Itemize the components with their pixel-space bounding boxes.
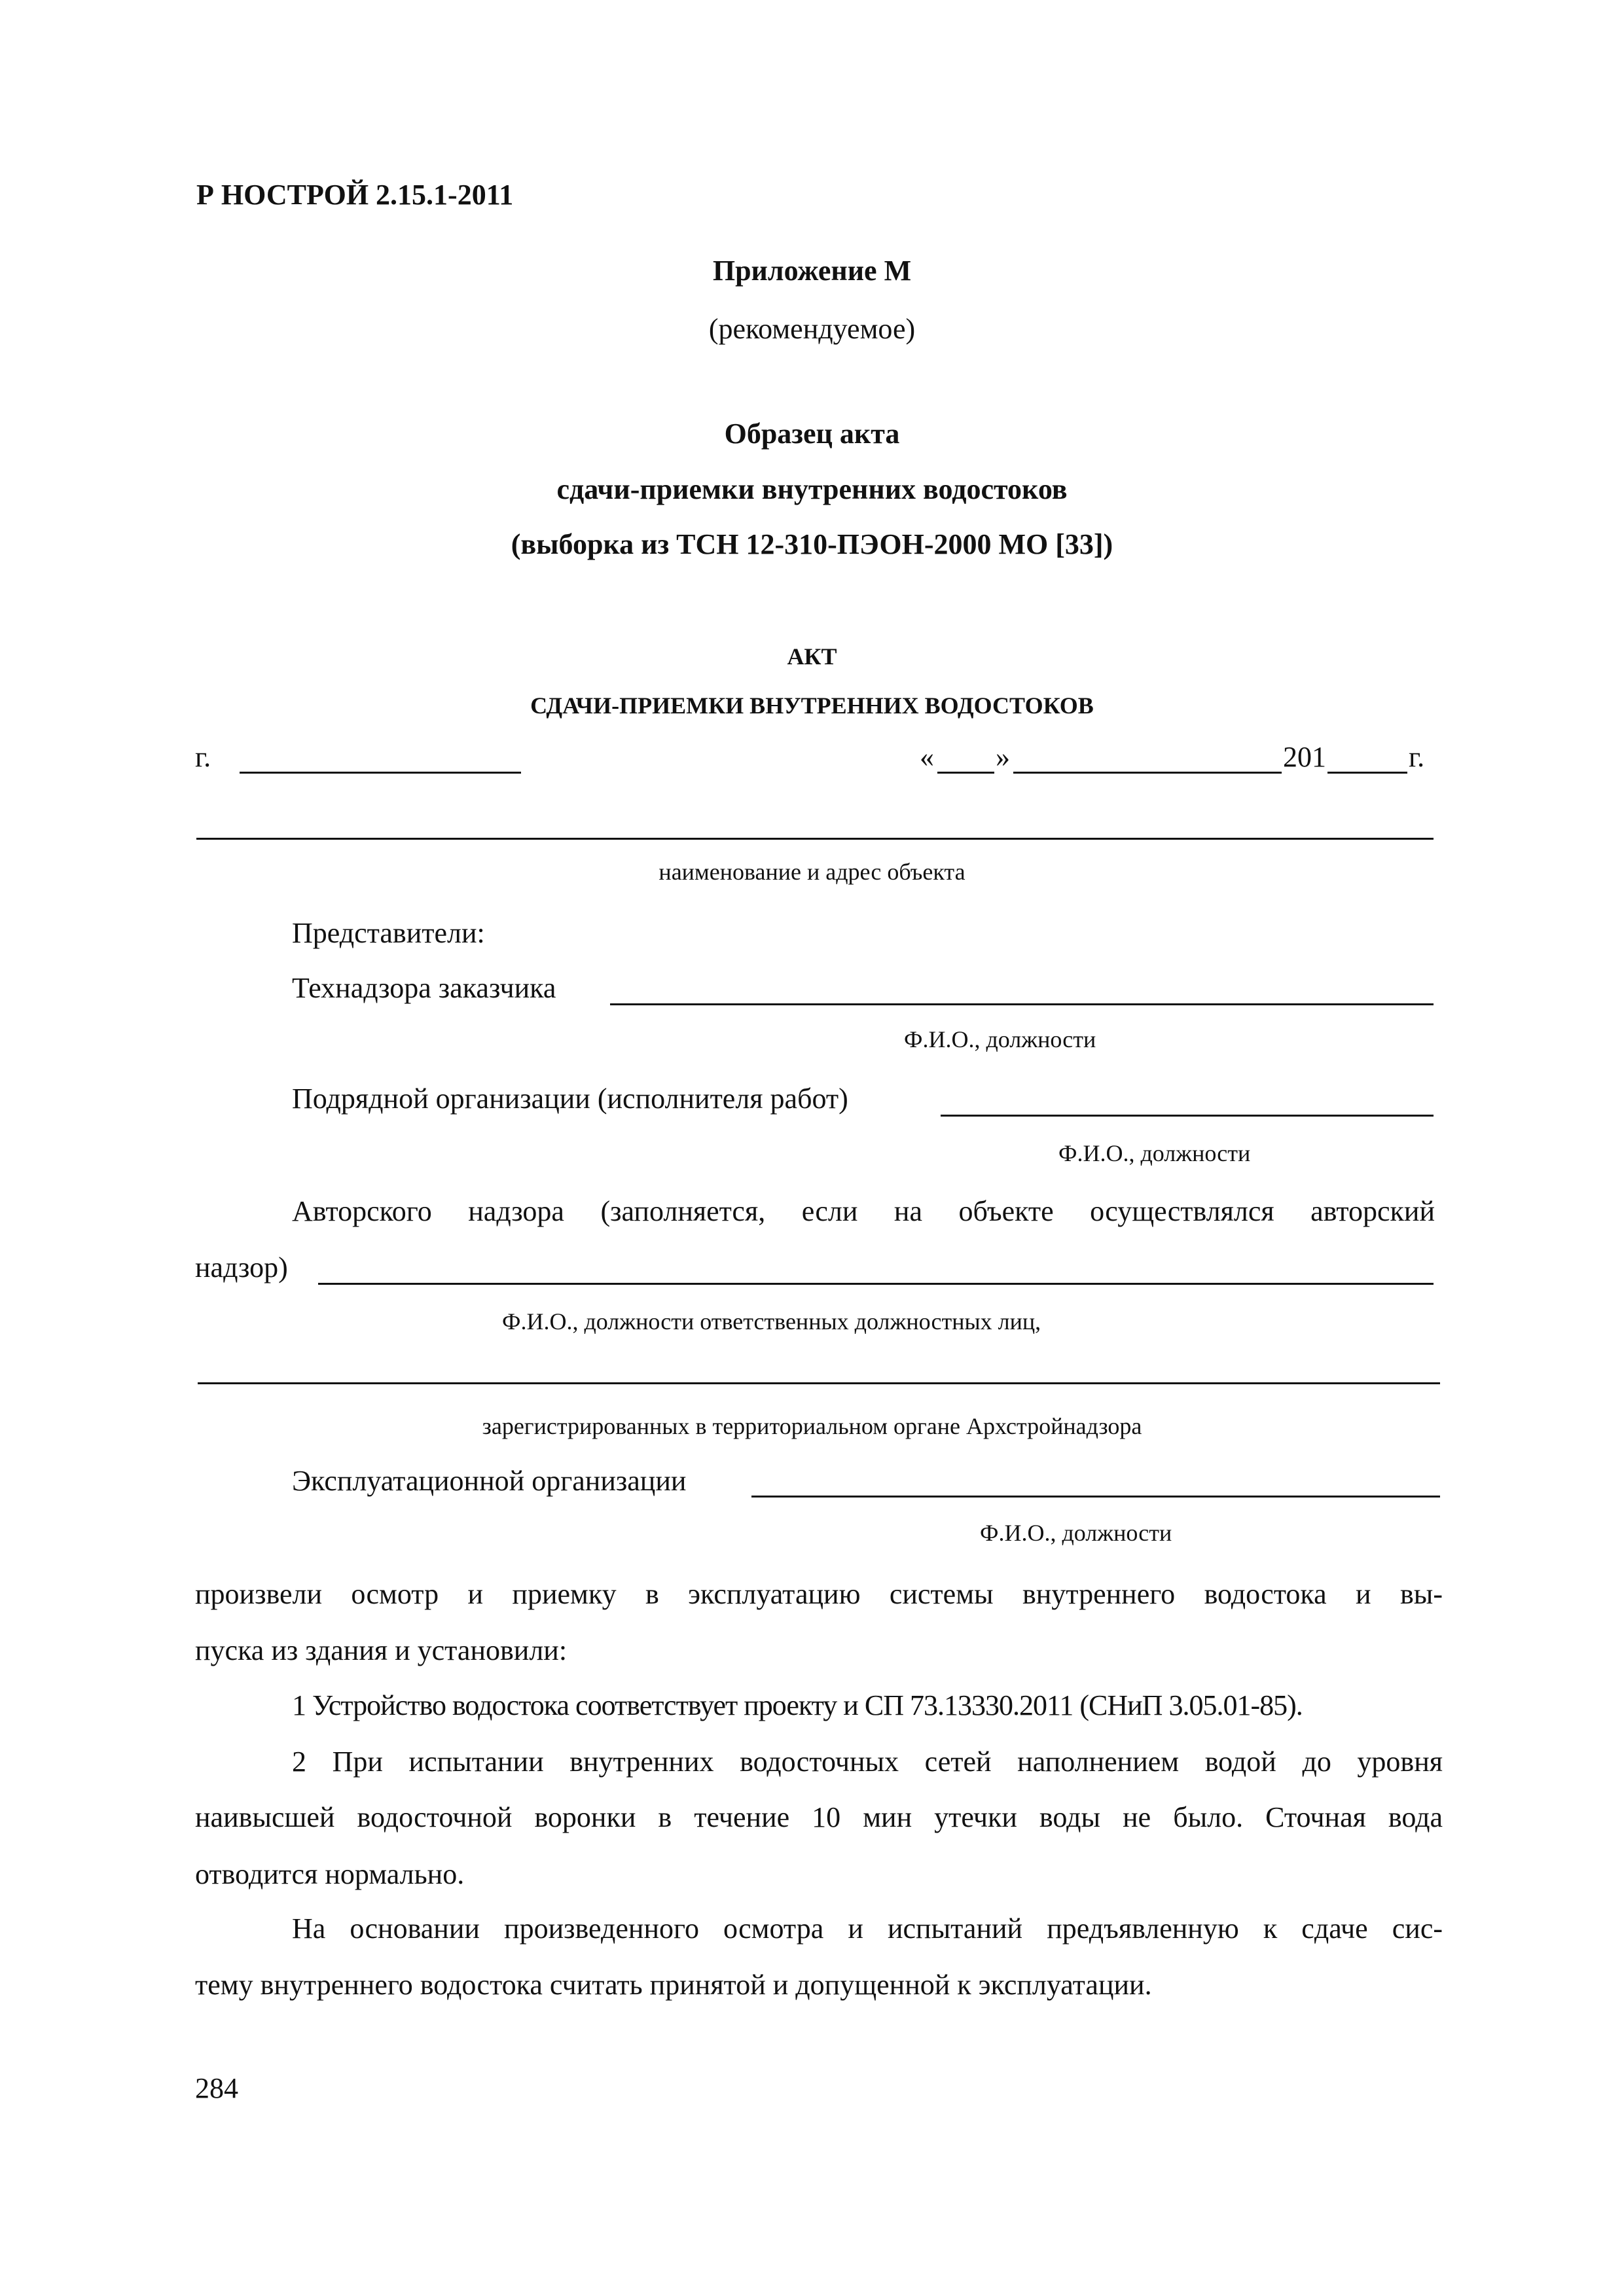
date-close-quote: » <box>996 741 1010 773</box>
intro-line1: произвели осмотр и приемку в эксплуатацию системы внутреннего водостока и вы- <box>195 1578 1443 1610</box>
date-year-blank <box>1327 772 1407 774</box>
city-blank <box>240 772 521 774</box>
page-number: 284 <box>195 2072 238 2104</box>
customer-blank <box>610 1003 1434 1005</box>
appendix-title: Приложение М <box>712 255 912 287</box>
item-2-line3: отводится нормально. <box>195 1858 465 1890</box>
city-prefix: г. <box>195 741 211 773</box>
object-caption: наименование и адрес объекта <box>659 859 965 885</box>
operator-label: Эксплуатационной организации <box>292 1465 687 1497</box>
date-open-quote: « <box>920 741 934 773</box>
author-blank-2 <box>198 1382 1440 1384</box>
document-code: Р НОСТРОЙ 2.15.1-2011 <box>196 179 514 211</box>
customer-label: Технадзора заказчика <box>292 972 556 1004</box>
act-subtitle: СДАЧИ-ПРИЕМКИ ВНУТРЕННИХ ВОДОСТОКОВ <box>530 692 1094 719</box>
appendix-subtitle: (рекомендуемое) <box>708 313 916 345</box>
item-2-line1: 2 При испытании внутренних водосточных сетей наполнением водой до уровня <box>292 1746 1443 1778</box>
author-caption2: зарегистрированных в территориальном органе Архстройнадзора <box>482 1413 1142 1439</box>
date-suffix: г. <box>1409 741 1425 773</box>
customer-caption: Ф.И.О., должности <box>904 1026 1096 1052</box>
sample-title-line1: Образец акта <box>724 418 900 450</box>
author-caption1: Ф.И.О., должности ответственных должностных лиц, <box>502 1308 1041 1335</box>
operator-caption: Ф.И.О., должности <box>980 1520 1172 1546</box>
item-2-line2: наивысшей водосточной воронки в течение 10 мин утечки воды не было. Сточная вода <box>195 1801 1443 1833</box>
author-supervision-line1: Авторского надзора (заполняется, если на объекте осуществлялся авторский <box>292 1195 1435 1227</box>
contractor-blank <box>941 1115 1434 1117</box>
sample-title-line3: (выборка из ТСН 12-310-ПЭОН-2000 МО [33]) <box>511 528 1113 560</box>
contractor-caption: Ф.И.О., должности <box>1058 1140 1251 1166</box>
sample-title-line2: сдачи-приемки внутренних водостоков <box>556 473 1068 505</box>
intro-line2: пуска из здания и установили: <box>195 1634 568 1666</box>
contractor-label: Подрядной организации (исполнителя работ) <box>292 1083 848 1115</box>
author-supervision-line2: надзор) <box>195 1251 288 1283</box>
operator-blank <box>751 1496 1440 1498</box>
representatives-label: Представители: <box>292 917 485 949</box>
item-1: 1 Устройство водостока соответствует проекту и СП 73.13330.2011 (СНиП 3.05.01-85). <box>292 1689 1303 1721</box>
date-day-blank <box>937 772 994 774</box>
author-blank <box>318 1283 1434 1285</box>
object-blank <box>196 838 1434 840</box>
conclusion-line2: тему внутреннего водостока считать принятой и допущенной к эксплуатации. <box>195 1969 1152 2001</box>
date-month-blank <box>1013 772 1282 774</box>
act-title: АКТ <box>787 643 837 670</box>
conclusion-line1: На основании произведенного осмотра и испытаний предъявленную к сдаче сис- <box>292 1912 1443 1945</box>
date-year: 201 <box>1283 741 1326 773</box>
